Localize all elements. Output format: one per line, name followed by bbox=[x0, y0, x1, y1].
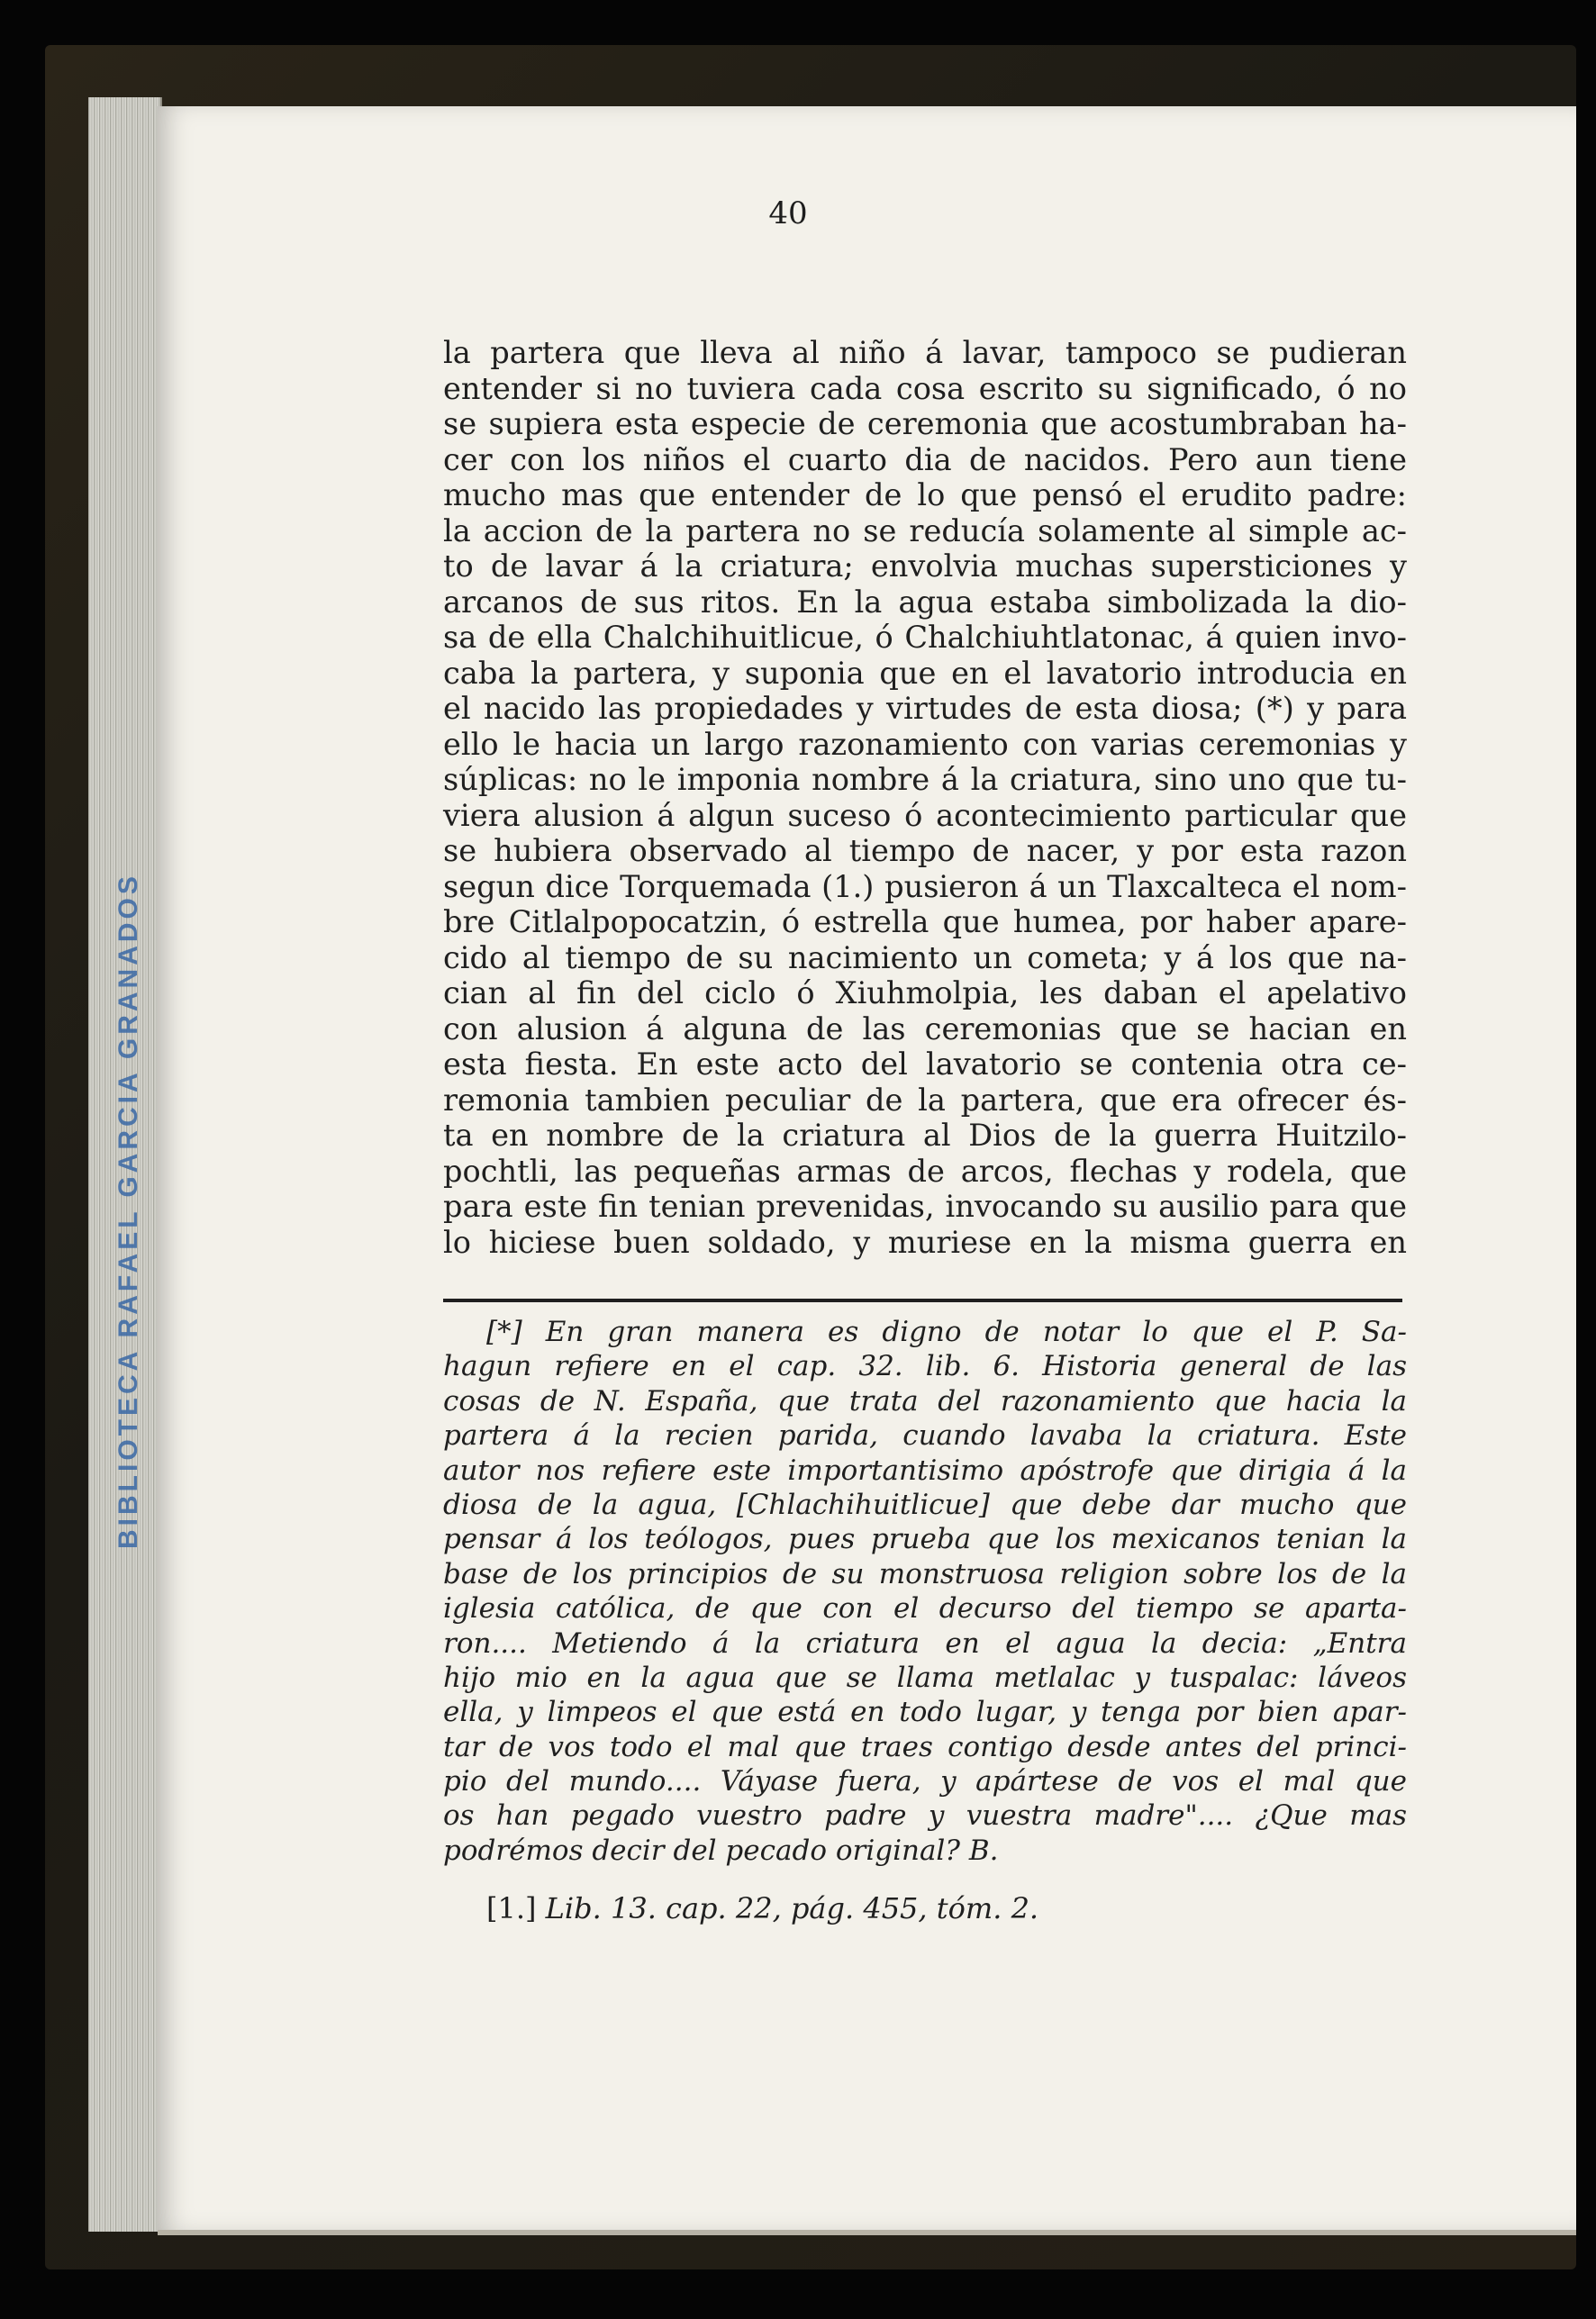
body-line: el nacido las propiedades y virtudes de esta diosa; (*) y para bbox=[443, 691, 1407, 726]
footnote-line: base de los principios de su monstruosa religion sobre los de la bbox=[443, 1557, 1407, 1590]
footnote-line: tar de vos todo el mal que traes contigo desde antes del princi- bbox=[443, 1730, 1407, 1763]
footnote bbox=[443, 1315, 1407, 1868]
body-line: esta fiesta. En este acto del lavatorio se contenia otra ce- bbox=[443, 1046, 1407, 1082]
body-line: arcanos de sus ritos. En la agua estaba simbolizada la dio- bbox=[443, 584, 1407, 620]
footnote-mark: [1.] bbox=[486, 1891, 537, 1925]
body-line: viera alusion á algun suceso ó acontecimiento particular que bbox=[443, 797, 1407, 833]
library-stamp: BIBLIOTECA RAFAEL GARCIA GRANADOS bbox=[113, 873, 143, 1549]
body-line: súplicas: no le imponia nombre á la criatura, sino uno que tu- bbox=[443, 762, 1407, 797]
body-text bbox=[443, 335, 1407, 1260]
body-line: remonia tambien peculiar de la partera, que era ofrecer és- bbox=[443, 1082, 1407, 1118]
body-line: cer con los niños el cuarto dia de nacidos. Pero aun tiene bbox=[443, 441, 1407, 477]
footnote-line: ron.... Metiendo á la criatura en el agua la decia: „Entra bbox=[443, 1626, 1407, 1660]
footnote-line: hijo mio en la agua que se llama metlalac y tuspalac: láveos bbox=[443, 1661, 1407, 1694]
footnote-line: ella, y limpeos el que está en todo lugar, y tenga por bien apar- bbox=[443, 1696, 1407, 1729]
body-line: se supiera esta especie de ceremonia que acostumbraban ha- bbox=[443, 406, 1407, 441]
body-line: mucho mas que entender de lo que pensó el erudito padre: bbox=[443, 477, 1407, 512]
body-line: se hubiera observado al tiempo de nacer, y por esta razon bbox=[443, 833, 1407, 868]
footnote-reference bbox=[486, 1891, 1387, 1925]
body-line: cido al tiempo de su nacimiento un cometa; y á los que na- bbox=[443, 939, 1407, 975]
body-line: ello le hacia un largo razonamiento con varias ceremonias y bbox=[443, 726, 1407, 762]
footnote-line: diosa de la agua, [Chlachihuitlicue] que debe dar mucho que bbox=[443, 1488, 1407, 1521]
footnote-citation: Lib. 13. cap. 22, pág. 455, tóm. 2. bbox=[545, 1891, 1039, 1925]
body-line: pochtli, las pequeñas armas de arcos, flechas y rodela, que bbox=[443, 1153, 1407, 1189]
footnote-rule bbox=[443, 1299, 1402, 1302]
body-line: lo hiciese buen soldado, y muriese en la misma guerra en bbox=[443, 1224, 1407, 1260]
footnote-line: [*] En gran manera es digno de notar lo que el P. Sa- bbox=[486, 1316, 1407, 1348]
body-line: sa de ella Chalchihuitlicue, ó Chalchiuhtlatonac, á quien invo- bbox=[443, 620, 1407, 655]
footnote-line: podrémos decir del pecado original? B. bbox=[443, 1834, 999, 1867]
page-number: 40 bbox=[768, 195, 808, 231]
body-line: to de lavar á la criatura; envolvia muchas supersticiones y bbox=[443, 548, 1407, 584]
footnote-line: pio del mundo.... Váyase fuera, y apártese de vos el mal que bbox=[443, 1765, 1407, 1798]
body-line: cian al fin del ciclo ó Xiuhmolpia, les daban el apelativo bbox=[443, 975, 1407, 1010]
page-bottom-edge bbox=[158, 2230, 1576, 2235]
footnote-line: os han pegado vuestro padre y vuestra madre".... ¿Que mas bbox=[443, 1799, 1407, 1833]
body-line: segun dice Torquemada (1.) pusieron á un Tlaxcalteca el nom- bbox=[443, 868, 1407, 904]
body-line: la accion de la partera no se reducía solamente al simple ac- bbox=[443, 512, 1407, 548]
body-line: para este fin tenian prevenidas, invocando su ausilio para que bbox=[443, 1189, 1407, 1224]
body-line: caba la partera, y suponia que en el lavatorio introducia en bbox=[443, 655, 1407, 691]
footnote-line: iglesia católica, de que con el decurso del tiempo se aparta- bbox=[443, 1592, 1407, 1626]
footnote-line: cosas de N. España, que trata del razonamiento que hacia la bbox=[443, 1384, 1407, 1418]
body-line: entender si no tuviera cada cosa escrito su significado, ó no bbox=[443, 370, 1407, 406]
footnote-line: pensar á los teólogos, pues prueba que los mexicanos tenian la bbox=[443, 1523, 1407, 1556]
footnote-line: autor nos refiere este importantisimo apóstrofe que dirigia á la bbox=[443, 1454, 1407, 1487]
body-line: la partera que lleva al niño á lavar, tampoco se pudieran bbox=[443, 335, 1407, 370]
body-line: con alusion á alguna de las ceremonias que se hacian en bbox=[443, 1010, 1407, 1046]
body-line: bre Citlalpopocatzin, ó estrella que humea, por haber apare- bbox=[443, 904, 1407, 939]
footnote-line: partera á la recien parida, cuando lavaba la criatura. Este bbox=[443, 1419, 1407, 1453]
body-line: ta en nombre de la criatura al Dios de la guerra Huitzilo- bbox=[443, 1118, 1407, 1153]
footnote-line: hagun refiere en el cap. 32. lib. 6. Historia general de las bbox=[443, 1350, 1407, 1383]
